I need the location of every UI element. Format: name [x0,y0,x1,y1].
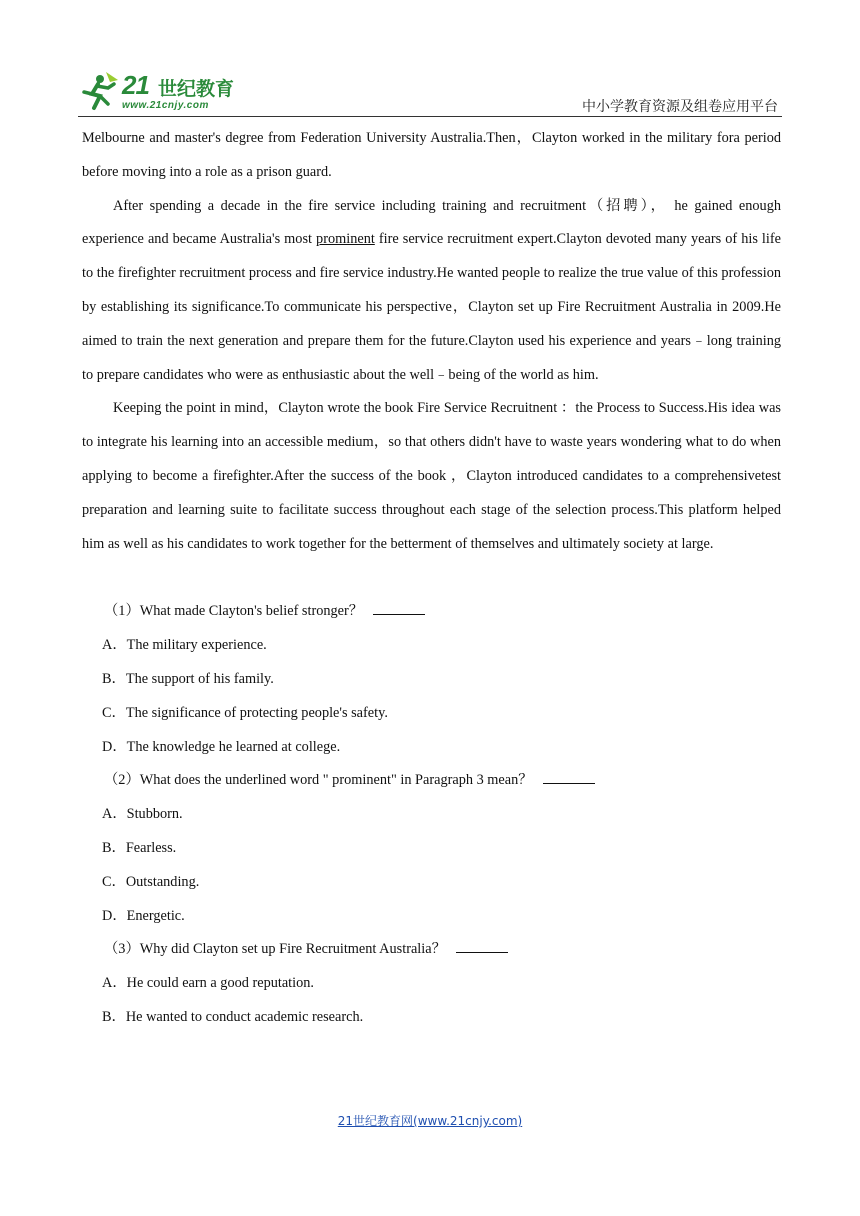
option-3a: A．He could earn a good reputation. [102,975,315,992]
option-1c: C．The significance of protecting people's safety. [102,704,388,721]
question-2-stem [82,764,781,798]
footer-link[interactable]: 21世纪教育网(www.21cnjy.com) [337,1114,523,1128]
runner-logo-icon [80,70,122,112]
site-logo[interactable] [78,66,258,114]
passage-paragraph-3: Keeping the point in mind，Clayton wrote the book Fire Service Recruitnent ：the Process to Success.His idea was to integrate his learning into an accessible medium，so that others didn't have to waste years wondering what to do when applying to become a firefighter.After the success of the book ，Clayton introduced candidates to a comprehensivetest preparation and learning suite to facilitate success throughout each stage of the selection process.This platform helped him as well as his candidates to work together for the betterment of themselves and ultimately society at large. [82,400,781,552]
answer-blank[interactable] [373,602,425,615]
paragraph-2-rest: fire service recruitment expert.Clayton devoted many years of his life to the firefighter recruitment process and fire service industry.He wanted people to realize the true value of this profession by establishing its significance.To communicate his perspective，Clayton set up Fire Recruitment Australia in 2009.He aimed to train the next generation and prepare them for the future.Clayton used his experience and years﹣long training to prepare candidates who were as enthusiastic about the well﹣being of the world as him. [82,231,781,383]
question-1-stem [82,595,781,629]
platform-tagline: 中小学教育资源及组卷应用平台 [582,99,778,115]
logo-brand-text: 世纪教育 [158,78,235,100]
answer-blank[interactable] [543,771,595,784]
question-3-stem [82,933,781,967]
option-1b: B．The support of his family. [102,670,274,687]
option-1a: A．The military experience. [102,637,267,654]
header-divider [78,116,782,117]
document-body [82,122,781,1035]
option-2d: D．Energetic. [102,907,185,924]
question-text: （3）Why did Clayton set up Fire Recruitment Australia？ [104,941,446,958]
paragraph-2-start: After spending a decade in the fire service including training and recruitment（招聘）， he gained enough experience and became Australia's most [82,197,781,248]
question-text: （2）What does the underlined word " prominent" in Paragraph 3 mean？ [104,772,533,789]
option-1d: D．The knowledge he learned at college. [102,738,341,755]
underlined-word: prominent [316,231,375,248]
section-gap [82,561,781,595]
answer-blank[interactable] [456,940,508,953]
logo-number: 21 [122,70,149,100]
logo-url: www.21cnjy.com [122,100,209,111]
option-2c: C．Outstanding. [102,873,200,890]
page-header [78,66,782,116]
option-2a: A．Stubborn. [102,806,183,823]
passage-paragraph-2 [82,190,781,393]
page-footer [0,1112,860,1129]
passage-paragraph-1: Melbourne and master's degree from Federation University Australia.Then，Clayton worked in the military fora period before moving into a role as a prison guard. [82,130,781,180]
question-text: （1）What made Clayton's belief stronger？ [104,603,364,620]
option-3b: B．He wanted to conduct academic research. [102,1008,364,1025]
option-2b: B．Fearless. [102,839,177,856]
